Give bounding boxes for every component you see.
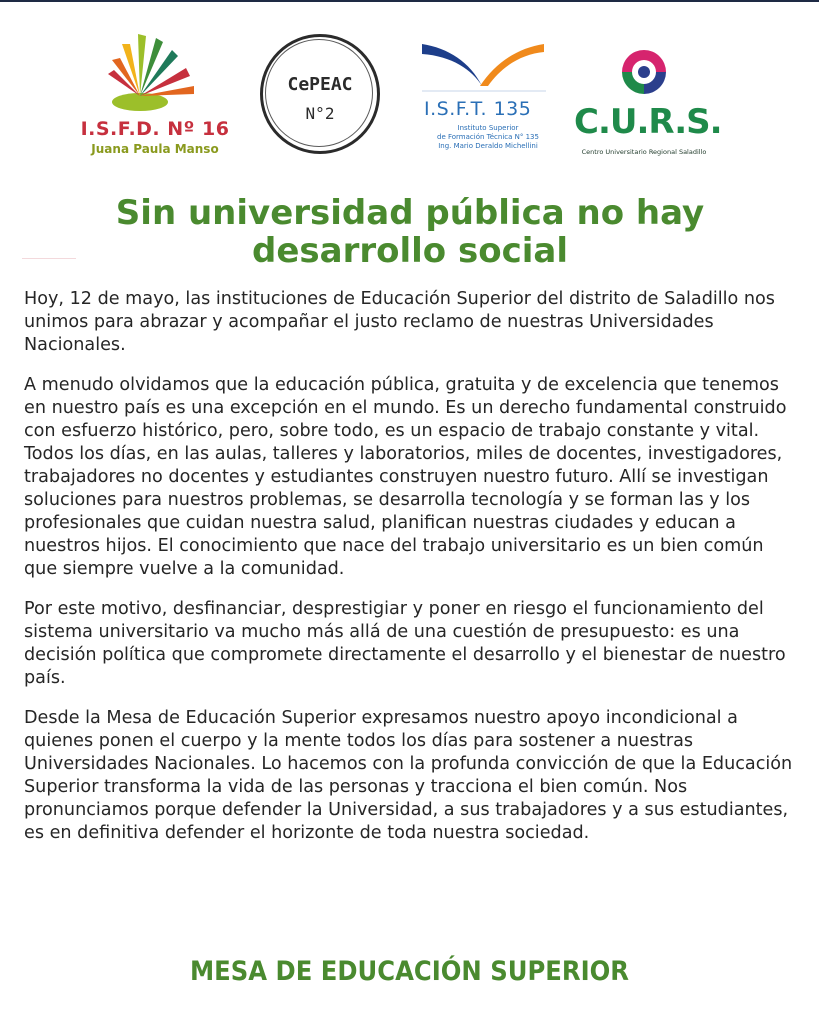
- isft-135-logo: [418, 40, 550, 160]
- cepeac-number: N°2: [305, 104, 335, 123]
- isft-subtitle-line2: de Formación Técnica N° 135: [437, 133, 539, 141]
- isfd-16-logo: [70, 30, 240, 160]
- cepeac-logo: [260, 34, 382, 156]
- paragraph: Hoy, 12 de mayo, las instituciones de Educación Superior del distrito de Saladillo nos unimos para abrazar y acompañar el justo reclamo de nuestras Universidades Nacionales.: [24, 289, 775, 355]
- isfd-subtitle: Juana Paula Manso: [91, 142, 219, 156]
- top-rule: [0, 0, 819, 2]
- paragraph: Por este motivo, desfinanciar, desprestigiar y poner en riesgo el funcionamiento del sistema universitario va mucho más allá de una cuestión de presupuesto: es una decisión política que compromete directamente el desarrollo y el bienestar de nuestro país.: [24, 599, 786, 688]
- curs-subtitle: Centro Universitario Regional Saladillo: [581, 148, 707, 156]
- curs-swirl-icon: [616, 44, 672, 100]
- cepeac-name: CePEAC: [287, 74, 353, 95]
- isft-name: I.S.F.T. 135: [424, 98, 532, 120]
- isft-subtitle: [428, 124, 548, 151]
- logos-row: [0, 26, 819, 171]
- leaf-fan-icon: [100, 30, 210, 116]
- paragraph: Desde la Mesa de Educación Superior expresamos nuestro apoyo incondicional a quienes ponen el cuerpo y la mente todos los días para sostener a nuestras Universidades Nacionales. Lo hacemos con la profunda convicción de que la Educación Superior transforma la vida de las personas y tracciona el bien común. Nos pronunciamos porque defender la Universidad, a sus trabajadores y a sus estudiantes, es en definitiva defender el horizonte de toda nuestra sociedad.: [24, 708, 793, 843]
- isft-subtitle-line3: Ing. Mario Deraldo Michellini: [438, 142, 538, 150]
- isft-swoosh-icon: [418, 40, 550, 98]
- curs-logo: [574, 44, 722, 164]
- signature: MESA DE EDUCACIÓN SUPERIOR: [189, 956, 630, 987]
- isfd-name: I.S.F.D. Nº 16: [80, 118, 230, 140]
- document-body: [24, 288, 796, 862]
- paragraph: A menudo olvidamos que la educación pública, gratuita y de excelencia que tenemos en nuestro país es una excepción en el mundo. Es un derecho fundamental construido con esfuerzo histórico, pero, sobre todo, es un espacio de trabajo constante y vital. Todos los días, en las aulas, talleres y laboratorios, miles de docentes, investigadores, trabajadores no docentes y estudiantes construyen nuestro futuro. Allí se investigan soluciones para nuestros problemas, se desarrolla tecnología y se forman las y los profesionales que cuidan nuestra salud, planifican nuestras ciudades y educan a nuestros hijos. El conocimiento que nace del trabajo universitario es un bien común que siempre vuelve a la comunidad.: [24, 375, 787, 579]
- curs-name: C.U.R.S.: [574, 102, 722, 142]
- document-title: Sin universidad pública no hay desarrollo social: [115, 193, 705, 271]
- isft-subtitle-line1: Instituto Superior: [457, 124, 519, 132]
